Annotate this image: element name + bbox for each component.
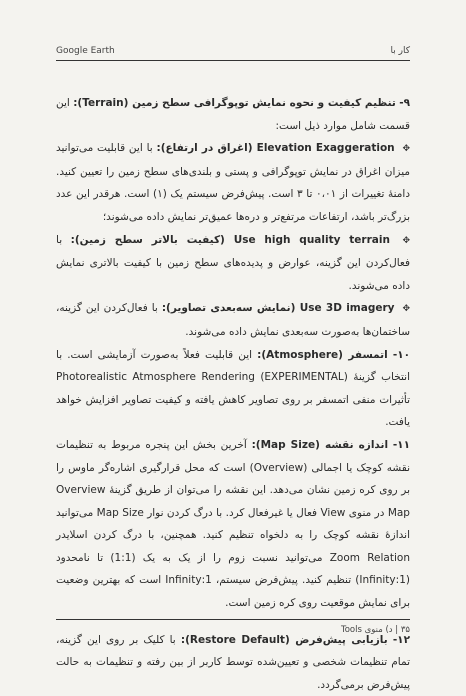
sub-item-title: Elevation Exaggeration (اغراق در ارتفاع): <box>156 142 395 155</box>
item-title: تنظیم کیفیت و نحوه نمایش توپوگرافی سطح زمین (Terrain): <box>73 97 396 109</box>
bullet-icon: ✥ <box>402 235 410 246</box>
bullet-icon: ✥ <box>402 144 411 155</box>
item-text: این قابلیت فعلاً به‌صورت آزمایشی است. با انتخاب گزینهٔ Photorealistic Atmosphere Rendering (EXPERIMENTAL) تأثیرات منفی اتمسفر بر روی تصاویر کاهش یافته و کیفیت تصاویر افزایش خواهد یافت. <box>56 348 411 429</box>
list-item <box>56 344 410 434</box>
footer-page-number: ۳۵ <box>400 625 410 635</box>
item-number: ۱۱- <box>392 438 410 451</box>
list-item <box>56 629 410 696</box>
item-title: بازیابی پیش‌فرض (Restore Default): <box>180 633 388 646</box>
footer-separator: | <box>395 625 399 635</box>
sub-item-text: با فعال‌کردن این گزینه، عوارض و پدیده‌های سطح زمین با کیفیت بالاتری نمایش داده می‌شوند. <box>56 233 410 292</box>
item-text: این قسمت شامل موارد ذیل است: <box>56 97 410 132</box>
item-title: اتمسفر (Atmosphere): <box>257 348 388 361</box>
footer-chapter: د) منوی Tools <box>340 625 393 635</box>
sub-item <box>56 229 410 298</box>
sub-item-title: Use 3D imagery (نمایش سه‌بعدی تصاویر): <box>161 302 395 315</box>
sub-item <box>56 297 410 343</box>
list-item <box>56 434 410 615</box>
item-title: اندازه نقشه (Map Size): <box>251 438 389 451</box>
item-text: آخرین بخش این پنجره مربوط به تنظیمات نقشه کوچک یا اجمالی (Overview) است که محل قرارگیری اشاره‌گر ماوس را بر روی کره زمین نشان می‌دهد. این نقشه را می‌توان از طریق گزینهٔ Overview Map در منوی View فعال یا غیرفعال کرد. با درگ کردن نوار Map Size می‌توانید اندازهٔ نقشه کوچک را به دلخواه تنظیم کنید. همچنین، با درگ کردن اسلایدر Zoom Relation می‌توانید نسبت زوم را از یک به یک (1:1) تا نامحدود (1:Infinity) تنظیم کنید. پیش‌فرض سیستم، 1:Infinity است که بهترین وضعیت برای نمایش موقعیت روی کره زمین است. <box>56 438 410 610</box>
item-text: با کلیک بر روی این گزینه، تمام تنظیمات شخصی و تعیین‌شده توسط کاربر از بین رفته و تنظیمات به حالت پیش‌فرض برمی‌گردد. <box>56 633 410 691</box>
header-right: کار با <box>390 46 410 56</box>
item-number: ۹- <box>399 97 410 109</box>
sub-item <box>56 137 410 228</box>
page-footer <box>56 619 410 635</box>
item-number: ۱۰- <box>392 348 411 361</box>
item-number: ۱۲- <box>392 633 410 646</box>
sub-item-text: با فعال‌کردن این گزینه، ساختمان‌ها به‌صورت سه‌بعدی نمایش داده می‌شوند. <box>56 302 410 338</box>
sub-item-text: با این قابلیت می‌توانید میزان اغراق در نمایش توپوگرافی و پستی و بلندی‌های سطح زمین را تعیین کنید. دامنهٔ تغییرات از ۰،۰۱ تا ۳ است. پیش‌فرض سیستم یک (۱) است. هرقدر این عدد بزرگ‌تر باشد، ارتفاعات مرتفع‌تر و دره‌ها عمیق‌تر نمایش داده می‌شوند؛ <box>56 142 411 223</box>
list-item <box>56 92 410 137</box>
bullet-icon: ✥ <box>402 304 411 315</box>
running-header <box>56 46 410 61</box>
sub-item-title: Use high quality terrain (کیفیت بالاتر سطح زمین): <box>70 233 390 246</box>
page-body <box>56 92 410 696</box>
header-left: Google Earth <box>56 46 115 56</box>
